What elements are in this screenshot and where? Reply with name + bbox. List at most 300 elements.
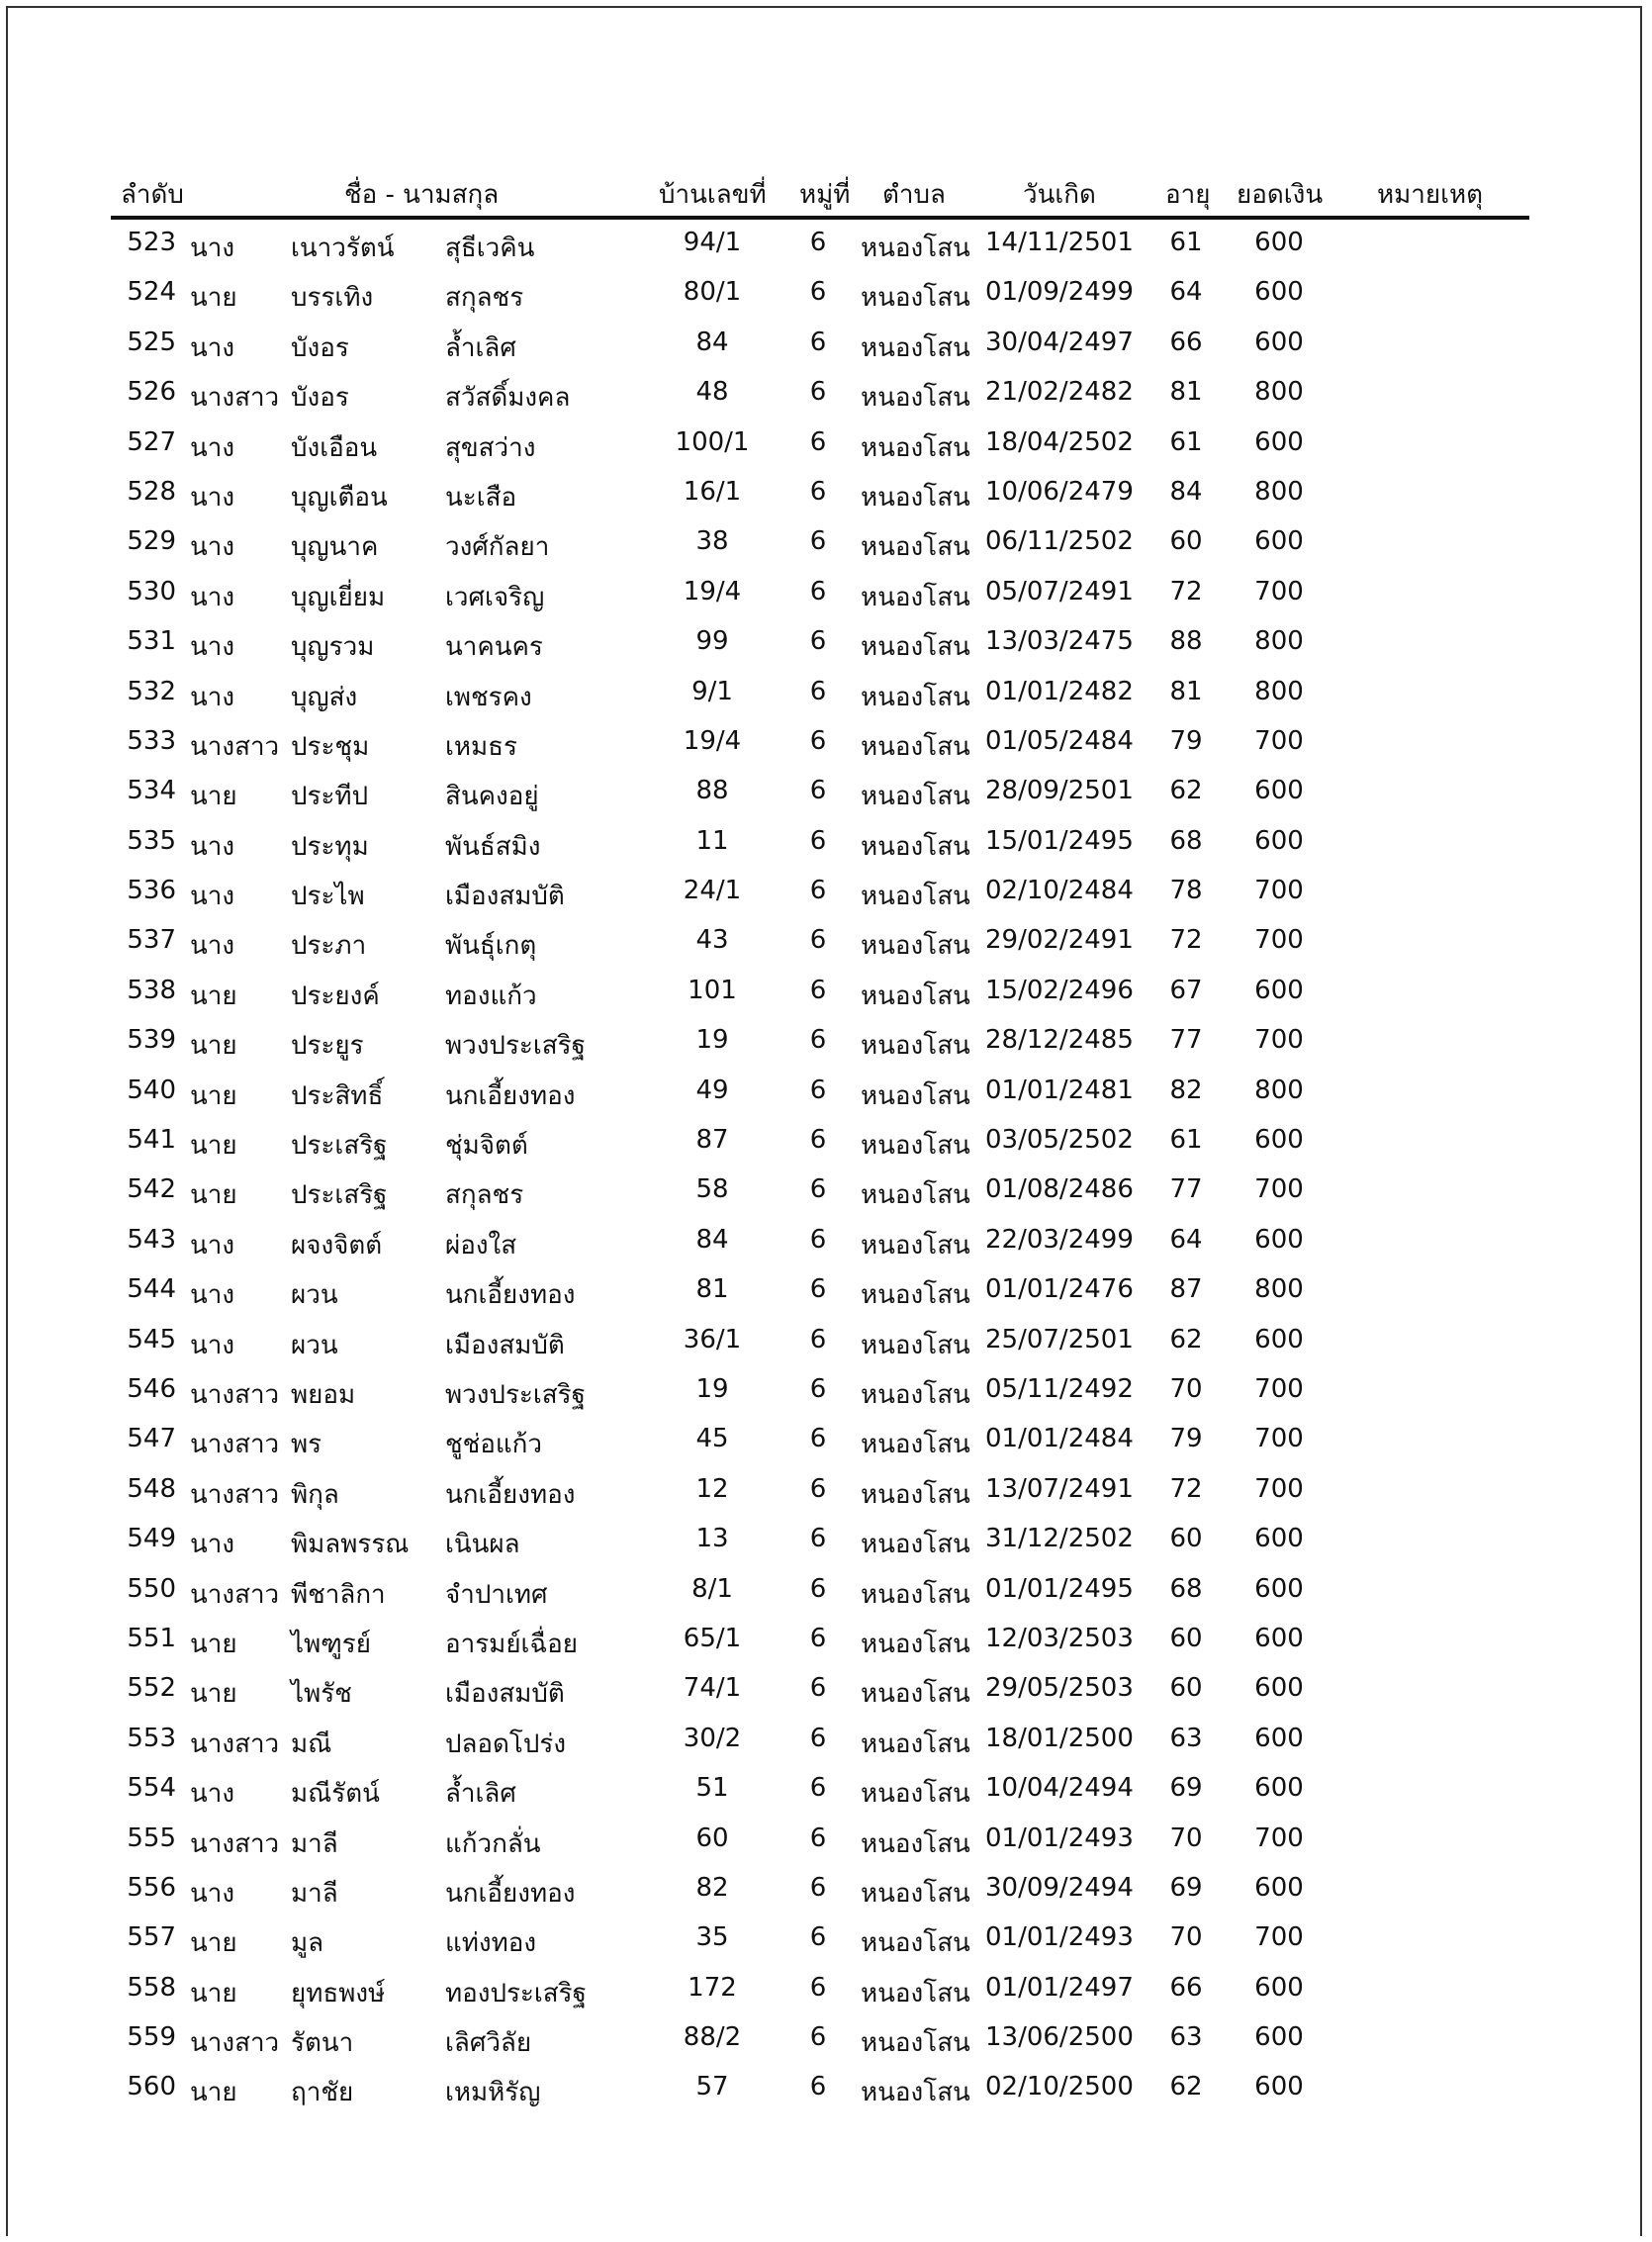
cell-age: 77 [1169, 1174, 1203, 1205]
cell-no: 544 [127, 1274, 176, 1305]
cell-tambon: หนองโสน [861, 1080, 970, 1111]
table-row [0, 269, 1652, 319]
cell-tambon: หนองโสน [861, 1131, 970, 1162]
cell-tambon: หนองโสน [861, 234, 970, 263]
cell-house-no: 19 [695, 1373, 729, 1404]
cell-last-name: แก้วกลั่น [445, 1828, 541, 1859]
cell-age: 62 [1169, 1324, 1203, 1355]
cell-amount: 800 [1254, 626, 1304, 657]
cell-moo: 6 [809, 377, 827, 408]
cell-tambon: หนองโสน [861, 1978, 970, 2008]
cell-moo: 6 [809, 1373, 827, 1404]
cell-last-name: เพชรคง [445, 682, 532, 712]
cell-tambon: หนองโสน [861, 1379, 970, 1410]
table-row [0, 518, 1652, 568]
cell-tambon: หนองโสน [861, 981, 970, 1011]
cell-age: 60 [1169, 1524, 1203, 1554]
cell-title: นาง [190, 1230, 235, 1261]
table-row [0, 669, 1652, 718]
cell-moo: 6 [809, 1524, 827, 1554]
cell-tambon: หนองโสน [861, 1728, 970, 1759]
cell-first-name: บังอร [291, 332, 349, 363]
cell-no: 542 [127, 1174, 176, 1205]
cell-dob: 01/01/2482 [985, 676, 1134, 706]
cell-tambon: หนองโสน [861, 1180, 970, 1211]
cell-age: 63 [1169, 2022, 1203, 2053]
table-row [0, 1117, 1652, 1167]
cell-moo: 6 [809, 1673, 827, 1704]
cell-tambon: หนองโสน [861, 283, 970, 314]
cell-age: 61 [1169, 426, 1203, 457]
cell-age: 60 [1169, 1623, 1203, 1653]
cell-age: 69 [1169, 1872, 1203, 1903]
cell-title: นาง [190, 332, 235, 363]
cell-title: นาย [190, 1031, 237, 1062]
cell-moo: 6 [809, 1773, 827, 1804]
cell-tambon: หนองโสน [861, 931, 970, 962]
cell-age: 70 [1169, 1822, 1203, 1853]
cell-dob: 13/06/2500 [985, 2022, 1134, 2053]
cell-last-name: อารมย์เฉื่อย [445, 1629, 578, 1659]
cell-title: นาย [190, 1679, 237, 1710]
cell-age: 62 [1169, 776, 1203, 806]
cell-moo: 6 [809, 327, 827, 357]
cell-first-name: ประเสริฐ [291, 1131, 388, 1162]
cell-house-no: 84 [695, 327, 729, 357]
cell-title: นาย [190, 1978, 237, 2008]
cell-amount: 600 [1254, 1872, 1304, 1903]
cell-moo: 6 [809, 1723, 827, 1753]
cell-dob: 10/04/2494 [985, 1773, 1134, 1804]
cell-first-name: ผวน [291, 1330, 338, 1360]
cell-house-no: 172 [688, 1972, 737, 2003]
table-row [0, 1865, 1652, 1915]
cell-amount: 600 [1254, 2072, 1304, 2102]
cell-no: 548 [127, 1473, 176, 1504]
cell-house-no: 84 [695, 1224, 729, 1255]
cell-title: นาย [190, 1180, 237, 1211]
cell-dob: 15/01/2495 [985, 825, 1134, 856]
cell-first-name: ประสิทธิ์ [291, 1080, 384, 1111]
cell-house-no: 99 [695, 626, 729, 657]
cell-no: 525 [127, 327, 176, 357]
cell-amount: 600 [1254, 277, 1304, 308]
cell-amount: 600 [1254, 1524, 1304, 1554]
cell-amount: 800 [1254, 1074, 1304, 1105]
cell-age: 68 [1169, 825, 1203, 856]
cell-amount: 800 [1254, 377, 1304, 408]
cell-tambon: หนองโสน [861, 1828, 970, 1859]
cell-tambon: หนองโสน [861, 782, 970, 812]
cell-amount: 600 [1254, 975, 1304, 1005]
cell-house-no: 8/1 [691, 1573, 733, 1604]
cell-last-name: เหมหิรัญ [445, 2078, 541, 2108]
cell-house-no: 35 [695, 1922, 729, 1953]
cell-last-name: เมืองสมบัติ [445, 882, 565, 912]
cell-house-no: 80/1 [683, 277, 742, 308]
cell-last-name: ชุ่มจิตต์ [445, 1131, 528, 1162]
cell-house-no: 51 [695, 1773, 729, 1804]
cell-age: 72 [1169, 1473, 1203, 1504]
cell-moo: 6 [809, 526, 827, 557]
cell-house-no: 101 [688, 975, 737, 1005]
cell-tambon: หนองโสน [861, 1031, 970, 1062]
cell-last-name: ล้ำเลิศ [445, 332, 516, 363]
cell-last-name: สวัสดิ์มงคล [445, 383, 571, 414]
table-row [0, 1167, 1652, 1216]
table-row [0, 818, 1652, 868]
cell-age: 77 [1169, 1025, 1203, 1056]
cell-first-name: ประภา [291, 931, 367, 962]
cell-last-name: เหมธร [445, 731, 517, 762]
cell-amount: 600 [1254, 1573, 1304, 1604]
cell-house-no: 13 [695, 1524, 729, 1554]
cell-house-no: 60 [695, 1822, 729, 1853]
cell-moo: 6 [809, 1324, 827, 1355]
cell-dob: 02/10/2500 [985, 2072, 1134, 2102]
cell-tambon: หนองโสน [861, 682, 970, 712]
table-row [0, 2064, 1652, 2113]
cell-tambon: หนองโสน [861, 383, 970, 414]
cell-first-name: ประไพ [291, 882, 365, 912]
cell-first-name: บุญเยี่ยม [291, 582, 386, 612]
table-row [0, 569, 1652, 618]
cell-no: 531 [127, 626, 176, 657]
table-row [0, 1765, 1652, 1815]
table-row [0, 1068, 1652, 1117]
cell-title: นาย [190, 1928, 237, 1959]
cell-title: นาง [190, 432, 235, 463]
cell-first-name: เนาวรัตน์ [291, 234, 395, 263]
cell-amount: 700 [1254, 1174, 1304, 1205]
cell-no: 549 [127, 1524, 176, 1554]
cell-no: 524 [127, 277, 176, 308]
cell-no: 556 [127, 1872, 176, 1903]
cell-dob: 01/01/2476 [985, 1274, 1134, 1305]
cell-age: 81 [1169, 377, 1203, 408]
cell-age: 63 [1169, 1723, 1203, 1753]
cell-dob: 01/01/2493 [985, 1822, 1134, 1853]
cell-age: 82 [1169, 1074, 1203, 1105]
cell-title: นาย [190, 2078, 237, 2108]
cell-moo: 6 [809, 2022, 827, 2053]
cell-title: นางสาว [190, 1479, 280, 1510]
cell-age: 64 [1169, 1224, 1203, 1255]
table-row [0, 1416, 1652, 1465]
cell-moo: 6 [809, 1972, 827, 2003]
cell-first-name: ประชุม [291, 731, 370, 762]
cell-title: นางสาว [190, 1430, 280, 1460]
cell-no: 537 [127, 925, 176, 956]
cell-house-no: 36/1 [683, 1324, 742, 1355]
cell-amount: 800 [1254, 1274, 1304, 1305]
cell-no: 529 [127, 526, 176, 557]
cell-dob: 12/03/2503 [985, 1623, 1134, 1653]
cell-title: นาง [190, 1330, 235, 1360]
cell-title: นาง [190, 1779, 235, 1810]
cell-amount: 600 [1254, 1623, 1304, 1653]
cell-amount: 600 [1254, 1324, 1304, 1355]
cell-house-no: 87 [695, 1125, 729, 1156]
cell-moo: 6 [809, 1573, 827, 1604]
cell-tambon: หนองโสน [861, 1928, 970, 1959]
cell-amount: 600 [1254, 1723, 1304, 1753]
table-row [0, 469, 1652, 518]
cell-age: 61 [1169, 1125, 1203, 1156]
cell-amount: 600 [1254, 776, 1304, 806]
cell-house-no: 19 [695, 1025, 729, 1056]
cell-last-name: พวงประเสริฐ [445, 1031, 586, 1062]
cell-last-name: แท่งทอง [445, 1928, 537, 1959]
cell-tambon: หนองโสน [861, 1679, 970, 1710]
cell-title: นาง [190, 482, 235, 513]
cell-moo: 6 [809, 1822, 827, 1853]
cell-title: นางสาว [190, 731, 280, 762]
cell-tambon: หนองโสน [861, 2078, 970, 2108]
cell-tambon: หนองโสน [861, 1878, 970, 1909]
cell-last-name: เมืองสมบัติ [445, 1679, 565, 1710]
cell-house-no: 100/1 [675, 426, 750, 457]
cell-age: 78 [1169, 876, 1203, 906]
cell-house-no: 57 [695, 2072, 729, 2102]
cell-amount: 700 [1254, 1473, 1304, 1504]
cell-dob: 01/05/2484 [985, 725, 1134, 756]
table-row [0, 1965, 1652, 2014]
cell-dob: 22/03/2499 [985, 1224, 1134, 1255]
cell-no: 552 [127, 1673, 176, 1704]
cell-last-name: นาคนคร [445, 632, 543, 663]
cell-moo: 6 [809, 576, 827, 607]
cell-house-no: 48 [695, 377, 729, 408]
cell-tambon: หนองโสน [861, 1530, 970, 1560]
header-no: ลำดับ [121, 180, 184, 210]
cell-first-name: บังอร [291, 383, 349, 414]
cell-dob: 18/01/2500 [985, 1723, 1134, 1753]
header-tambon: ตำบล [882, 180, 946, 210]
cell-age: 87 [1169, 1274, 1203, 1305]
cell-amount: 600 [1254, 426, 1304, 457]
cell-tambon: หนองโสน [861, 831, 970, 862]
cell-no: 550 [127, 1573, 176, 1604]
cell-first-name: ยุทธพงษ์ [291, 1978, 386, 2008]
cell-tambon: หนองโสน [861, 1629, 970, 1659]
cell-age: 70 [1169, 1922, 1203, 1953]
cell-tambon: หนองโสน [861, 731, 970, 762]
cell-moo: 6 [809, 426, 827, 457]
cell-first-name: มาลี [291, 1878, 338, 1909]
table-row [0, 1616, 1652, 1665]
cell-no: 554 [127, 1773, 176, 1804]
cell-dob: 21/02/2482 [985, 377, 1134, 408]
cell-house-no: 88 [695, 776, 729, 806]
cell-no: 527 [127, 426, 176, 457]
cell-no: 536 [127, 876, 176, 906]
cell-moo: 6 [809, 876, 827, 906]
cell-house-no: 43 [695, 925, 729, 956]
cell-last-name: สกุลชร [445, 283, 524, 314]
cell-tambon: หนองโสน [861, 582, 970, 612]
cell-last-name: เมืองสมบัติ [445, 1330, 565, 1360]
cell-age: 62 [1169, 2072, 1203, 2102]
cell-last-name: ปลอดโปร่ง [445, 1728, 567, 1759]
cell-amount: 600 [1254, 2022, 1304, 2053]
cell-dob: 06/11/2502 [985, 526, 1134, 557]
cell-dob: 10/06/2479 [985, 476, 1134, 507]
cell-age: 68 [1169, 1573, 1203, 1604]
cell-age: 69 [1169, 1773, 1203, 1804]
cell-no: 533 [127, 725, 176, 756]
cell-first-name: พยอม [291, 1379, 356, 1410]
cell-amount: 600 [1254, 228, 1304, 257]
cell-house-no: 19/4 [683, 725, 742, 756]
header-moo: หมู่ที่ [799, 180, 851, 210]
cell-no: 547 [127, 1424, 176, 1454]
cell-first-name: บรรเทิง [291, 283, 374, 314]
cell-first-name: บุญส่ง [291, 682, 358, 712]
cell-amount: 600 [1254, 526, 1304, 557]
cell-first-name: บุญรวม [291, 632, 375, 663]
cell-dob: 30/09/2494 [985, 1872, 1134, 1903]
cell-tambon: หนองโสน [861, 1779, 970, 1810]
cell-first-name: มณีรัตน์ [291, 1779, 380, 1810]
cell-dob: 13/03/2475 [985, 626, 1134, 657]
cell-moo: 6 [809, 476, 827, 507]
cell-amount: 600 [1254, 1972, 1304, 2003]
table-row [0, 1266, 1652, 1316]
cell-dob: 14/11/2501 [985, 228, 1134, 257]
cell-title: นางสาว [190, 1728, 280, 1759]
cell-tambon: หนองโสน [861, 332, 970, 363]
cell-moo: 6 [809, 1174, 827, 1205]
cell-house-no: 94/1 [683, 228, 742, 257]
cell-first-name: พร [291, 1430, 322, 1460]
cell-no: 543 [127, 1224, 176, 1255]
cell-house-no: 9/1 [691, 676, 733, 706]
cell-title: นาย [190, 1080, 237, 1111]
cell-no: 526 [127, 377, 176, 408]
cell-title: นางสาว [190, 383, 280, 414]
cell-age: 66 [1169, 327, 1203, 357]
table-row [0, 420, 1652, 469]
cell-title: นาง [190, 1878, 235, 1909]
cell-no: 558 [127, 1972, 176, 2003]
cell-last-name: พันธุ์เกตุ [445, 931, 537, 962]
cell-moo: 6 [809, 725, 827, 756]
cell-moo: 6 [809, 1274, 827, 1305]
cell-house-no: 24/1 [683, 876, 742, 906]
cell-amount: 700 [1254, 876, 1304, 906]
cell-last-name: วงศ์กัลยา [445, 532, 550, 563]
cell-last-name: นะเสือ [445, 482, 517, 513]
cell-first-name: พีชาลิกา [291, 1579, 386, 1610]
cell-last-name: ล้ำเลิศ [445, 1779, 516, 1810]
cell-dob: 25/07/2501 [985, 1324, 1134, 1355]
cell-dob: 01/01/2497 [985, 1972, 1134, 2003]
cell-tambon: หนองโสน [861, 1430, 970, 1460]
cell-last-name: นกเอี้ยงทอง [445, 1878, 576, 1909]
cell-tambon: หนองโสน [861, 1280, 970, 1311]
table-header [0, 174, 1652, 214]
header-note: หมายเหตุ [1377, 180, 1484, 210]
cell-dob: 29/02/2491 [985, 925, 1134, 956]
cell-dob: 18/04/2502 [985, 426, 1134, 457]
header-name: ชื่อ - นามสกุล [344, 180, 500, 210]
cell-age: 67 [1169, 975, 1203, 1005]
cell-no: 560 [127, 2072, 176, 2102]
table-row [0, 1217, 1652, 1266]
cell-moo: 6 [809, 1224, 827, 1255]
table-row [0, 1317, 1652, 1366]
cell-first-name: บุญเตือน [291, 482, 388, 513]
cell-amount: 700 [1254, 1922, 1304, 1953]
cell-no: 535 [127, 825, 176, 856]
cell-moo: 6 [809, 975, 827, 1005]
cell-house-no: 81 [695, 1274, 729, 1305]
table-row [0, 1516, 1652, 1565]
cell-no: 539 [127, 1025, 176, 1056]
cell-last-name: สินคงอยู่ [445, 782, 539, 812]
cell-amount: 600 [1254, 1224, 1304, 1255]
cell-title: นาง [190, 882, 235, 912]
cell-dob: 15/02/2496 [985, 975, 1134, 1005]
cell-last-name: นกเอี้ยงทอง [445, 1080, 576, 1111]
cell-dob: 03/05/2502 [985, 1125, 1134, 1156]
table-row [0, 369, 1652, 419]
cell-age: 60 [1169, 1673, 1203, 1704]
cell-title: นาง [190, 682, 235, 712]
cell-last-name: พันธ์สมิง [445, 831, 541, 862]
cell-title: นาย [190, 1131, 237, 1162]
cell-no: 532 [127, 676, 176, 706]
cell-title: นาง [190, 831, 235, 862]
cell-dob: 01/01/2493 [985, 1922, 1134, 1953]
cell-first-name: ไพฑูรย์ [291, 1629, 371, 1659]
cell-first-name: ไพรัช [291, 1679, 352, 1710]
header-age: อายุ [1165, 180, 1211, 210]
cell-first-name: ประยูร [291, 1031, 364, 1062]
cell-dob: 28/12/2485 [985, 1025, 1134, 1056]
cell-moo: 6 [809, 1473, 827, 1504]
cell-amount: 700 [1254, 1822, 1304, 1853]
cell-house-no: 12 [695, 1473, 729, 1504]
cell-no: 530 [127, 576, 176, 607]
cell-title: นาง [190, 1530, 235, 1560]
table-row [0, 768, 1652, 817]
cell-age: 66 [1169, 1972, 1203, 2003]
cell-tambon: หนองโสน [861, 1330, 970, 1360]
table-body [0, 220, 1652, 2114]
cell-first-name: มูล [291, 1928, 324, 1959]
cell-house-no: 49 [695, 1074, 729, 1105]
cell-first-name: มาลี [291, 1828, 338, 1859]
cell-last-name: นกเอี้ยงทอง [445, 1479, 576, 1510]
cell-first-name: ฤาชัย [291, 2078, 354, 2108]
cell-house-no: 11 [695, 825, 729, 856]
cell-age: 79 [1169, 1424, 1203, 1454]
cell-dob: 29/05/2503 [985, 1673, 1134, 1704]
cell-amount: 600 [1254, 825, 1304, 856]
cell-no: 545 [127, 1324, 176, 1355]
table-row [0, 1665, 1652, 1715]
cell-tambon: หนองโสน [861, 1230, 970, 1261]
cell-tambon: หนองโสน [861, 532, 970, 563]
table-row [0, 917, 1652, 967]
cell-no: 540 [127, 1074, 176, 1105]
cell-dob: 01/08/2486 [985, 1174, 1134, 1205]
cell-moo: 6 [809, 626, 827, 657]
cell-no: 555 [127, 1822, 176, 1853]
cell-title: นาย [190, 782, 237, 812]
